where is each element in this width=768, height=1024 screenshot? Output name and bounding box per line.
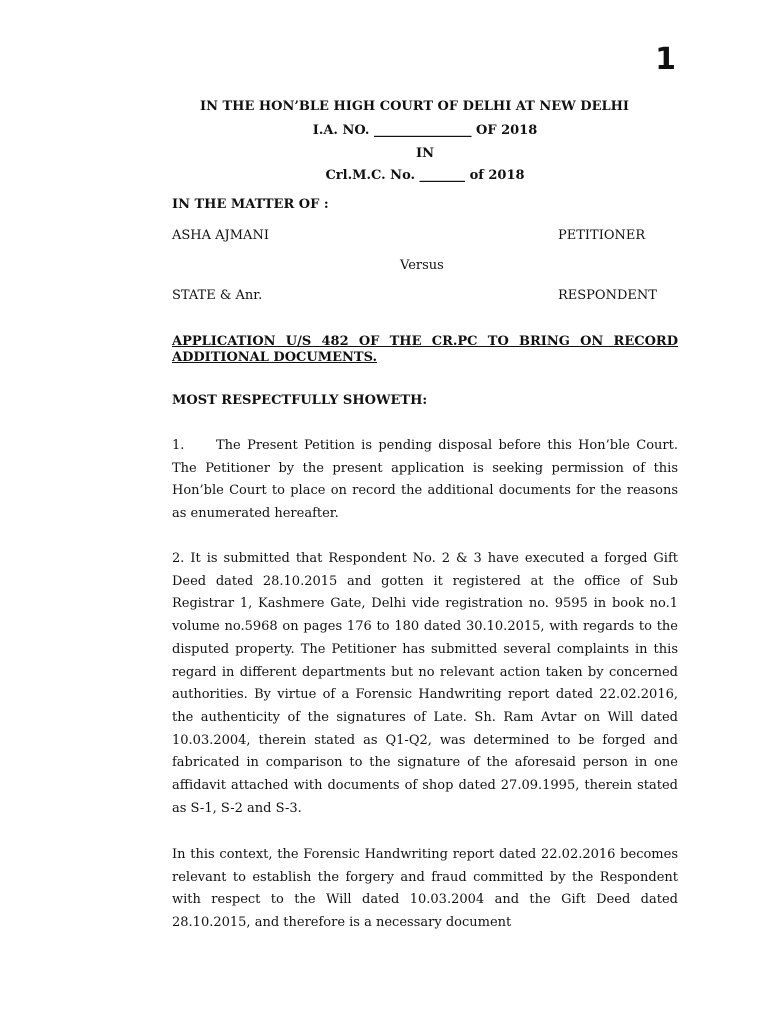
page-number: 1 — [655, 42, 676, 77]
versus-label: Versus — [400, 258, 444, 273]
paragraph-2 — [172, 548, 678, 820]
crlmc-number-line: Crl.M.C. No. _______ of 2018 — [325, 168, 525, 183]
paragraph-number: 1. — [172, 438, 185, 453]
paragraph-text: The Present Petition is pending disposal before this Hon’ble Court. The Petitioner by the present application is seeking permission of this Hon’ble Court to place on record the additional documents for the reasons as enumerated hereafter. — [172, 438, 678, 522]
matter-of-heading: IN THE MATTER OF : — [172, 197, 329, 212]
respondent-role: RESPONDENT — [558, 288, 657, 303]
ia-number-line: I.A. NO. _______________ OF 2018 — [312, 123, 538, 138]
application-title: APPLICATION U/S 482 OF THE CR.PC TO BRING ON RECORD ADDITIONAL DOCUMENTS. — [172, 334, 678, 365]
salutation: MOST RESPECTFULLY SHOWETH: — [172, 393, 428, 408]
respondent-name: STATE & Anr. — [172, 288, 263, 303]
paragraph-2-continuation: In this context, the Forensic Handwriting report dated 22.02.2016 becomes relevant to establish the forgery and fraud committed by the Respondent with respect to the Will dated 10.03.2004 and the Gift Deed dated 28.10.2015, and therefore is a necessary document — [172, 847, 678, 931]
respondent-line — [172, 288, 678, 303]
paragraph-number: 2. — [172, 551, 185, 566]
in-line: IN — [416, 146, 434, 161]
court-heading: IN THE HON’BLE HIGH COURT OF DELHI AT NEW DELHI — [200, 99, 629, 114]
paragraph-1 — [172, 435, 678, 526]
petitioner-name: ASHA AJMANI — [172, 228, 269, 243]
petitioner-role: PETITIONER — [558, 228, 646, 243]
petitioner-line — [172, 228, 678, 243]
paragraph-text: It is submitted that Respondent No. 2 & 3 have executed a forged Gift Deed dated 28.10.2015 and gotten it registered at the office of Sub Registrar 1, Kashmere Gate, Delhi vide registration no. 9595 in book no.1 volume no.5968 on pages 176 to 180 dated 30.10.2015, with regards to the disputed property. The Petitioner has submitted several complaints in this regard in different departments but no relevant action taken by concerned authorities. By virtue of a Forensic Handwriting report dated 22.02.2016, the authenticity of the signatures of Late. Sh. Ram Avtar on Will dated 10.03.2004, therein stated as Q1-Q2, was determined to be forged and fabricated in comparison to the signature of the aforesaid person in one affidavit attached with documents of shop dated 27.09.1995, therein stated as S-1, S-2 and S-3. — [172, 551, 678, 816]
